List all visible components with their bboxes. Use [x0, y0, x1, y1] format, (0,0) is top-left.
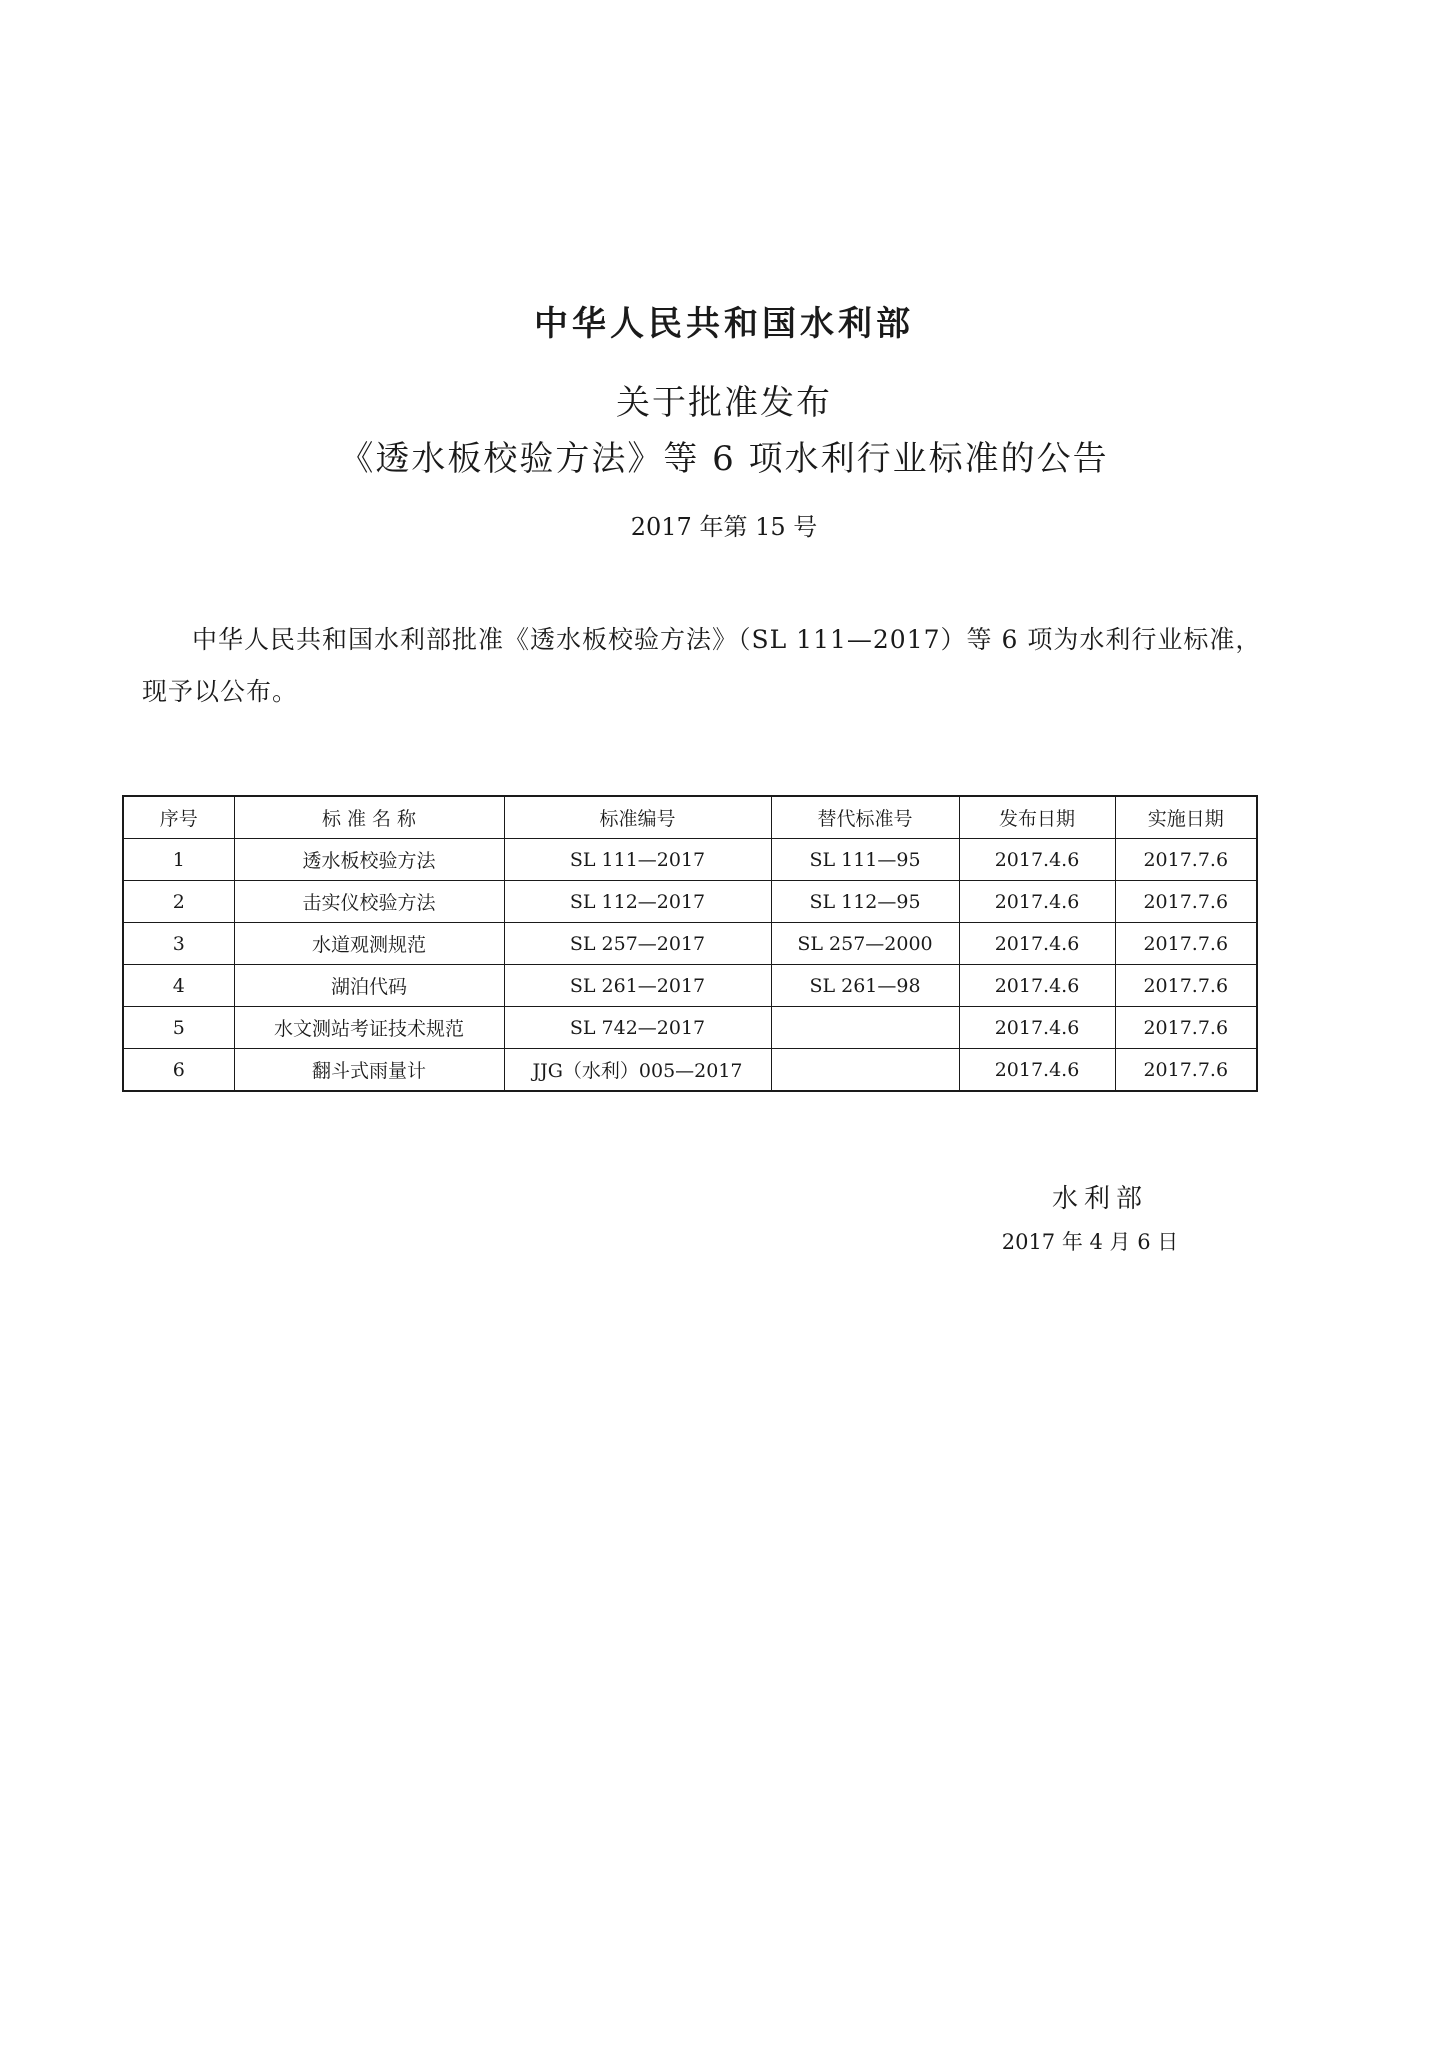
cell-seq: 3: [123, 923, 234, 965]
cell-standard-name: 透水板校验方法: [234, 839, 504, 881]
cell-seq: 1: [123, 839, 234, 881]
table-row: [123, 965, 1257, 1007]
header-standard-name: 标 准 名 称: [234, 796, 504, 839]
standards-table: [122, 795, 1258, 1092]
cell-issue-date: 2017.4.6: [959, 1049, 1115, 1092]
cell-effective-date: 2017.7.6: [1115, 965, 1257, 1007]
cell-standard-name: 湖泊代码: [234, 965, 504, 1007]
header-effective-date: 实施日期: [1115, 796, 1257, 839]
cell-standard-code: SL 261—2017: [504, 965, 771, 1007]
table-row: [123, 881, 1257, 923]
cell-seq: 2: [123, 881, 234, 923]
header-standard-code: 标准编号: [504, 796, 771, 839]
cell-standard-name: 水道观测规范: [234, 923, 504, 965]
table-row: [123, 1007, 1257, 1049]
table-row: [123, 1049, 1257, 1092]
cell-issue-date: 2017.4.6: [959, 923, 1115, 965]
cell-standard-name: 翻斗式雨量计: [234, 1049, 504, 1092]
cell-replaced-code: SL 261—98: [771, 965, 959, 1007]
cell-seq: 5: [123, 1007, 234, 1049]
cell-effective-date: 2017.7.6: [1115, 1007, 1257, 1049]
signing-authority: 水利部: [1051, 1184, 1148, 1214]
cell-seq: 4: [123, 965, 234, 1007]
announcement-title-line2: 《透水板校验方法》等 6 项水利行业标准的公告: [339, 439, 1109, 479]
cell-standard-code: SL 257—2017: [504, 923, 771, 965]
cell-standard-code: SL 111—2017: [504, 839, 771, 881]
cell-standard-code: SL 742—2017: [504, 1007, 771, 1049]
cell-standard-name: 水文测站考证技术规范: [234, 1007, 504, 1049]
header-seq: 序号: [123, 796, 234, 839]
cell-effective-date: 2017.7.6: [1115, 1049, 1257, 1092]
cell-standard-code: JJG（水利）005—2017: [504, 1049, 771, 1092]
announcement-title-line1: 关于批准发布: [616, 383, 832, 423]
cell-issue-date: 2017.4.6: [959, 839, 1115, 881]
cell-replaced-code: SL 257—2000: [771, 923, 959, 965]
cell-replaced-code: SL 112—95: [771, 881, 959, 923]
cell-standard-code: SL 112—2017: [504, 881, 771, 923]
cell-issue-date: 2017.4.6: [959, 881, 1115, 923]
document-number: 2017 年第 15 号: [630, 513, 818, 541]
cell-effective-date: 2017.7.6: [1115, 881, 1257, 923]
table-row: [123, 923, 1257, 965]
cell-standard-name: 击实仪校验方法: [234, 881, 504, 923]
cell-seq: 6: [123, 1049, 234, 1092]
signing-date: 2017 年 4 月 6 日: [1001, 1230, 1179, 1254]
table-header-row: [123, 796, 1257, 839]
cell-effective-date: 2017.7.6: [1115, 839, 1257, 881]
cell-replaced-code: [771, 1049, 959, 1092]
issuing-ministry: 中华人民共和国水利部: [534, 304, 914, 344]
table-row: [123, 839, 1257, 881]
header-replaced-code: 替代标准号: [771, 796, 959, 839]
announcement-body: 中华人民共和国水利部批准《透水板校验方法》（SL 111—2017）等 6 项为水利行业标准，现予以公布。: [142, 625, 1262, 706]
header-issue-date: 发布日期: [959, 796, 1115, 839]
cell-issue-date: 2017.4.6: [959, 1007, 1115, 1049]
cell-effective-date: 2017.7.6: [1115, 923, 1257, 965]
cell-replaced-code: SL 111—95: [771, 839, 959, 881]
cell-replaced-code: [771, 1007, 959, 1049]
cell-issue-date: 2017.4.6: [959, 965, 1115, 1007]
